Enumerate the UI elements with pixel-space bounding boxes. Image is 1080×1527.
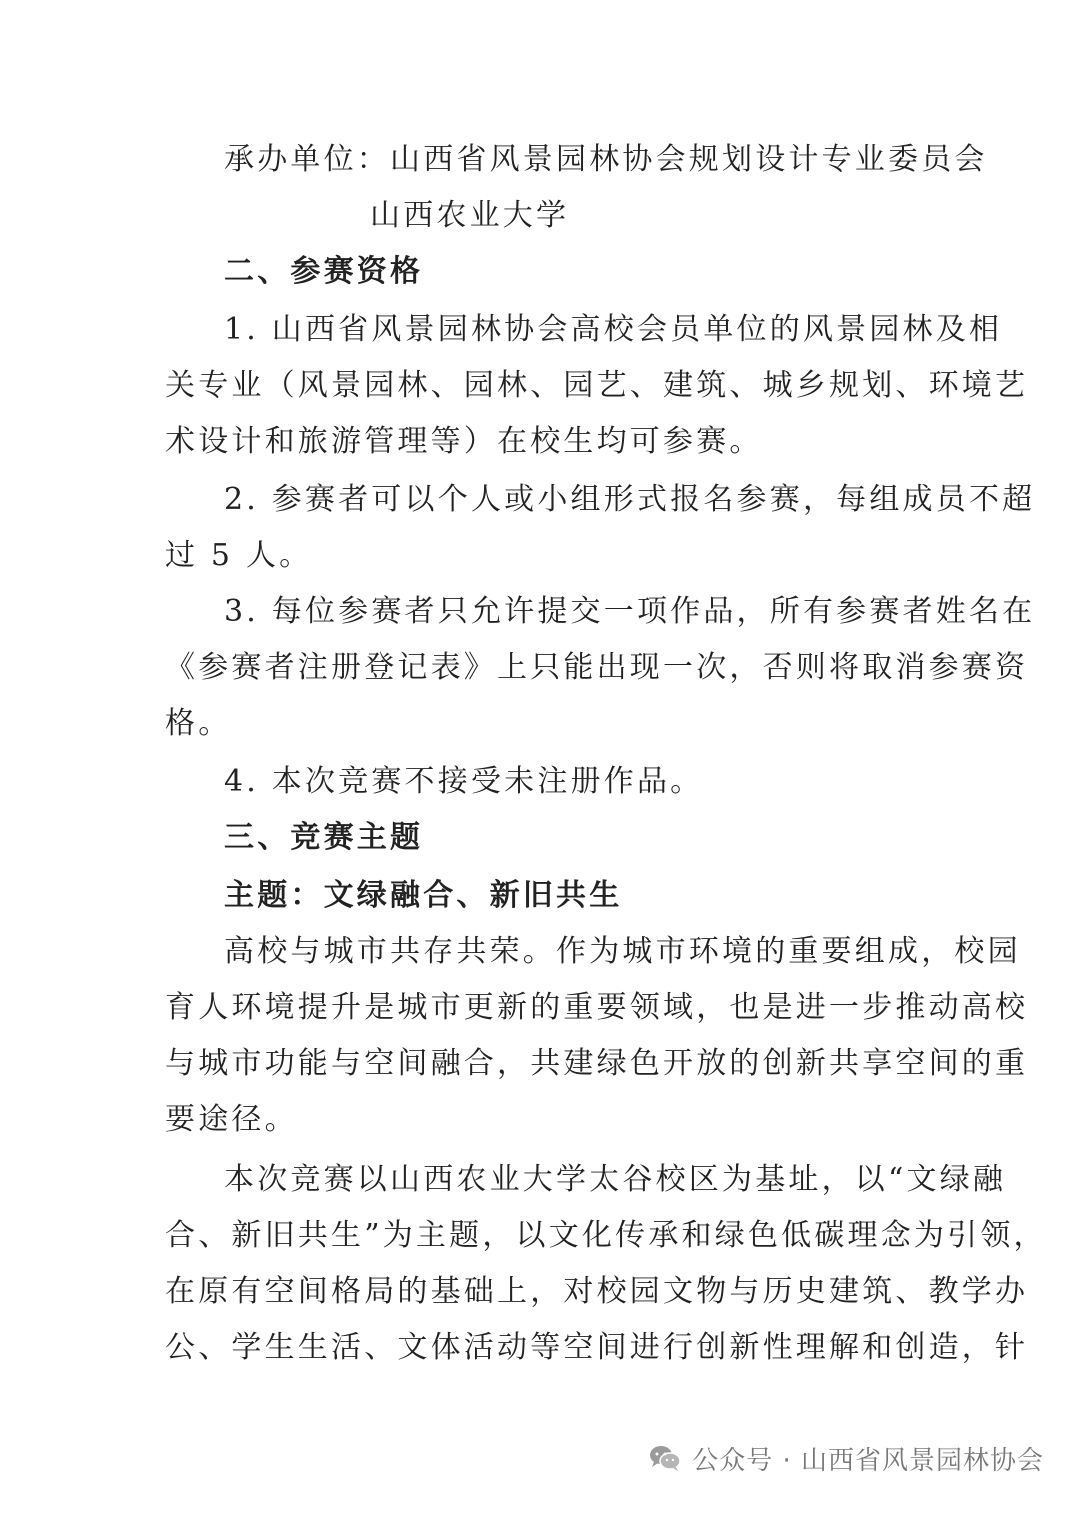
paragraph-2-line: 本次竞赛以山西农业大学太谷校区为基址，以“文绿融	[224, 1162, 1007, 1197]
section-2-heading: 二、参赛资格	[224, 254, 424, 289]
section-2-line: 1. 山西省风景园林协会高校会员单位的风景园林及相	[224, 312, 1003, 347]
section-2-line: 术设计和旅游管理等）在校生均可参赛。	[165, 424, 763, 459]
wechat-icon	[648, 1444, 682, 1472]
section-2-line: 4. 本次竞赛不接受未注册作品。	[224, 764, 704, 799]
paragraph-1-line: 与城市功能与空间融合，共建绿色开放的创新共享空间的重	[165, 1046, 1029, 1081]
section-2-line: 2. 参赛者可以个人或小组形式报名参赛，每组成员不超	[224, 482, 1036, 517]
section-2-line: 关专业（风景园林、园林、园艺、建筑、城乡规划、环境艺	[165, 368, 1029, 403]
section-2-line: 过 5 人。	[165, 538, 313, 573]
paragraph-1-line: 育人环境提升是城市更新的重要领域，也是进一步推动高校	[165, 990, 1029, 1025]
paragraph-1-line: 要途径。	[165, 1102, 298, 1137]
wechat-watermark	[648, 1440, 1044, 1476]
organizer-name-2: 山西农业大学	[370, 198, 570, 233]
paragraph-2-line: 在原有空间格局的基础上，对校园文物与历史建筑、教学办	[165, 1274, 1029, 1309]
section-2-line: 3. 每位参赛者只允许提交一项作品，所有参赛者姓名在	[224, 594, 1036, 629]
theme-line: 主题：文绿融合、新旧共生	[224, 878, 623, 913]
section-3-heading: 三、竞赛主题	[224, 820, 424, 855]
organizer-name-1: 山西省风景园林协会规划设计专业委员会	[390, 142, 988, 177]
paragraph-2-line: 合、新旧共生”为主题，以文化传承和绿色低碳理念为引领，	[165, 1218, 1047, 1253]
paragraph-1-line: 高校与城市共存共荣。作为城市环境的重要组成，校园	[224, 934, 1021, 969]
section-2-line: 《参赛者注册登记表》上只能出现一次，否则将取消参赛资	[165, 650, 1029, 685]
watermark-text: 公众号 · 山西省风景园林协会	[692, 1445, 1044, 1476]
organizer-line-1	[224, 140, 988, 180]
organizer-label: 承办单位：	[224, 142, 390, 177]
paragraph-2-line: 公、学生生活、文体活动等空间进行创新性理解和创造，针	[165, 1330, 1029, 1365]
section-2-line: 格。	[165, 706, 232, 741]
